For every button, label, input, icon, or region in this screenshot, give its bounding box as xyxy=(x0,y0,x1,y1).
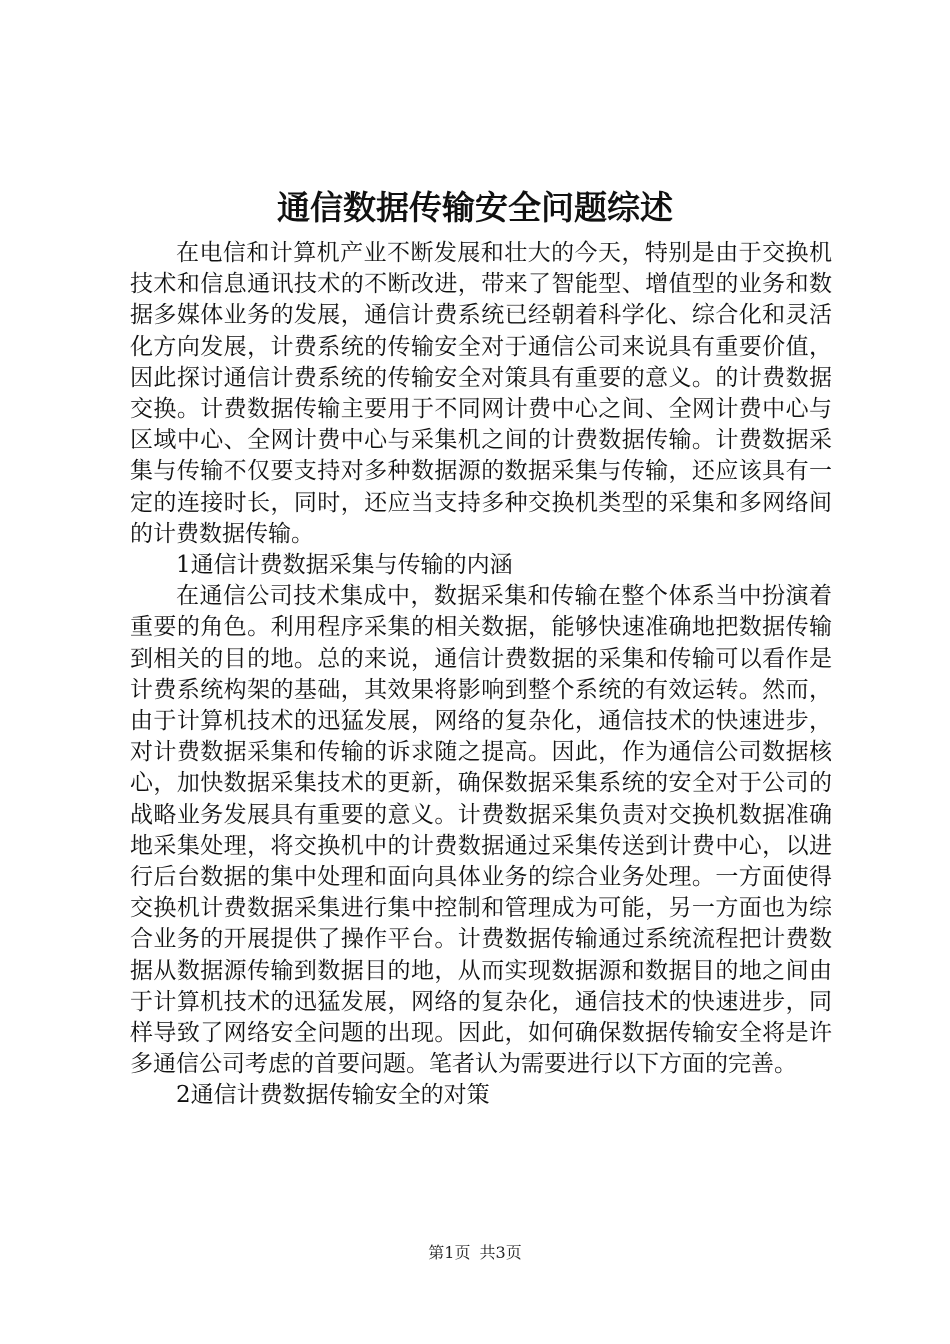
document-body xyxy=(130,238,832,1112)
page-footer xyxy=(0,1241,950,1265)
section-heading-1: 1通信计费数据采集与传输的内涵 xyxy=(176,552,513,579)
intro-paragraph: 在电信和计算机产业不断发展和壮大的今天，特别是由于交换机技术和信息通讯技术的不断改进，带来了智能型、增值型的业务和数据多媒体业务的发展，通信计费系统已经朝着科学化、综合化和灵活化方向发展，计费系统的传输安全对于通信公司来说具有重要价值，因此探讨通信计费系统的传输安全对策具有重要的意义。的计费数据交换。计费数据传输主要用于不同网计费中心之间、全网计费中心与区域中心、全网计费中心与采集机之间的计费数据传输。计费数据采集与传输不仅要支持对多种数据源的数据采集与传输，还应该具有一定的连接时长，同时，还应当支持多种交换机类型的采集和多网络间的计费数据传输。 xyxy=(130,240,832,547)
page-number: 第1页 xyxy=(428,1243,471,1262)
document-title: 通信数据传输安全问题综述 xyxy=(277,188,673,227)
section-heading-2: 2通信计费数据传输安全的对策 xyxy=(176,1082,490,1109)
page-total: 共3页 xyxy=(479,1243,522,1262)
section-1-paragraph: 在通信公司技术集成中，数据采集和传输在整个体系当中扮演着重要的角色。利用程序采集的相关数据，能够快速准确地把数据传输到相关的目的地。总的来说，通信计费数据的采集和传输可以看作是计费系统构架的基础，其效果将影响到整个系统的有效运转。然而，由于计算机技术的迅猛发展，网络的复杂化，通信技术的快速进步，对计费数据采集和传输的诉求随之提高。因此，作为通信公司数据核心，加快数据采集技术的更新，确保数据采集系统的安全对于公司的战略业务发展具有重要的意义。计费数据采集负责对交换机数据准确地采集处理，将交换机中的计费数据通过采集传送到计费中心，以进行后台数据的集中处理和面向具体业务的综合业务处理。一方面使得交换机计费数据采集进行集中控制和管理成为可能，另一方面也为综合业务的开展提供了操作平台。计费数据传输通过系统流程把计费数据从数据源传输到数据目的地，从而实现数据源和数据目的地之间由于计算机技术的迅猛发展，网络的复杂化，通信技术的快速进步，同样导致了网络安全问题的出现。因此，如何确保数据传输安全将是许多通信公司考虑的首要问题。笔者认为需要进行以下方面的完善。 xyxy=(130,583,832,1078)
